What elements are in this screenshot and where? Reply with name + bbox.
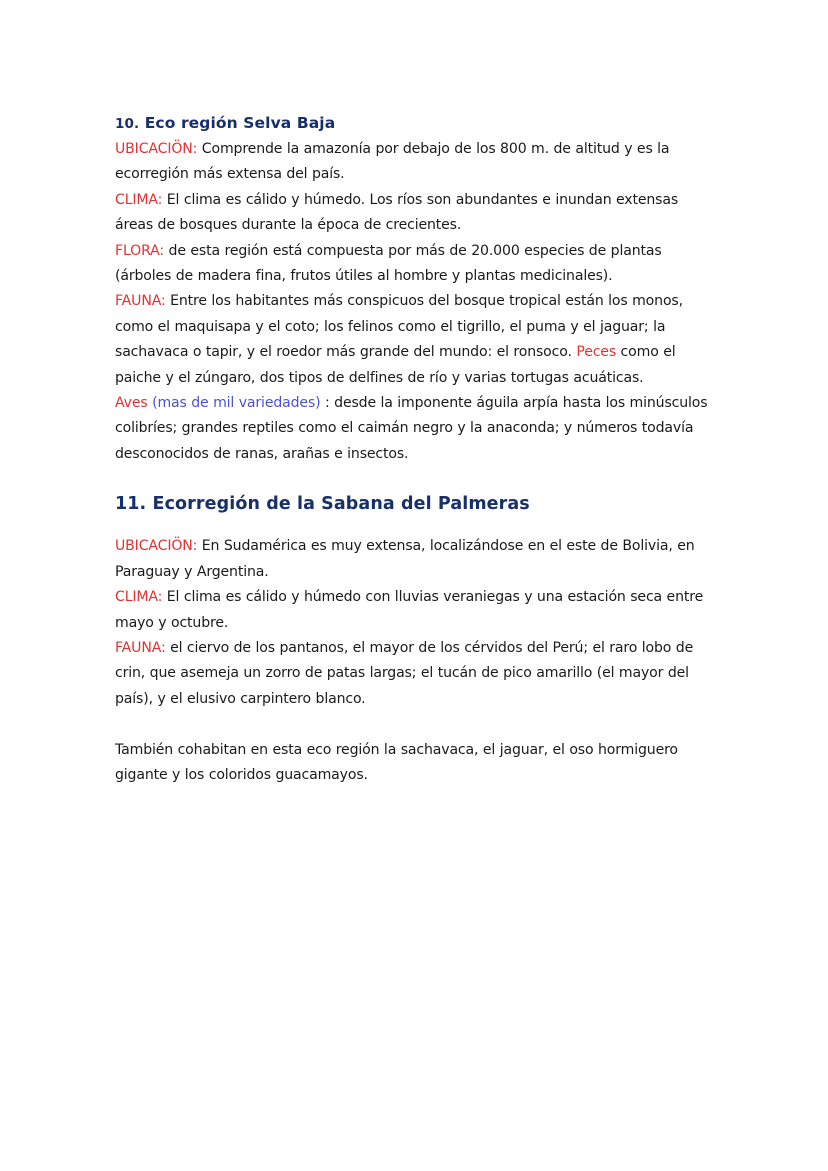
paragraph-fauna-11 [115,636,715,712]
label-fauna: FAUNA: [115,293,166,310]
label-flora: FLORA: [115,242,165,259]
label-fauna-11: FAUNA: [115,639,166,656]
paragraph-fauna-10 [115,289,715,391]
paragraph-ubicacion-11 [115,534,715,585]
text-clima-11: El clima es cálido y húmedo con lluvias veraniegas y una estación seca entre mayo y octubre. [115,589,704,631]
paragraph-closing-11: También cohabitan en esta eco región la sachavaca, el jaguar, el oso hormiguero gigante y los coloridos guacamayos. [115,741,678,783]
text-fauna-11: el ciervo de los pantanos, el mayor de los cérvidos del Perú; el raro lobo de crin, que asemeja un zorro de patas largas; el tucán de pico amarillo (el mayor del país), y el elusivo carpintero blanco. [115,639,694,707]
text-clima-10: El clima es cálido y húmedo. Los ríos son abundantes e inundan extensas áreas de bosques durante la época de crecientes. [115,191,679,234]
paragraph-aves-10 [115,391,715,467]
highlight-peces: Peces [576,344,617,361]
label-aves: Aves [115,395,148,412]
paragraph-flora-10 [115,239,715,290]
label-clima: CLIMA: [115,191,163,208]
paragraph-clima-11 [115,585,715,636]
closing-paragraph-spacer [115,712,715,737]
document-content [115,112,715,788]
section-heading-10 [115,112,715,135]
section-number-10: 10. [115,116,140,132]
paragraph-ubicacion-10 [115,137,715,188]
paragraph-clima-10 [115,188,715,239]
text-flora-10: de esta región está compuesta por más de 20.000 especies de plantas (árboles de madera fina, frutos útiles al hombre y plantas medicinales). [115,242,662,285]
section-number-11: 11. [115,494,147,515]
text-fauna-10-part1: Entre los habitantes más conspicuos del bosque tropical están los monos, como el maquisapa y el coto; los felinos como el tigrillo, el puma y el jaguar; la sachavaca o tapir, y el roedor más grande del mundo: el ronsoco. [115,293,683,361]
heading-11-spacer [115,521,715,534]
text-ubicacion-11: En Sudamérica es muy extensa, localizándose en el este de Bolivia, en Paraguay y Argentina. [115,538,695,580]
text-ubicacion-10: Comprende la amazonía por debajo de los 800 m. de altitud y es la ecorregión más extensa del país. [115,141,670,183]
section-title-11: Ecorregión de la Sabana del Palmeras [152,494,530,515]
aves-varieties-note: (mas de mil variedades) [147,395,321,412]
label-ubicacion: UBICACIÖN: [115,141,198,157]
label-clima-11: CLIMA: [115,589,163,606]
text-aves-10: : desde la imponente águila arpía hasta los minúsculos colibríes; grandes reptiles como el caimán negro y la anaconda; y números todavía desconocidos de ranas, arañas e insectos. [115,395,708,462]
section-title-10: Eco región Selva Baja [144,114,336,132]
label-ubicacion-11: UBICACIÖN: [115,538,198,555]
section-heading-11 [115,491,715,517]
text-fauna-10-part2: como el paiche y el zúngaro, dos tipos de delfines de río y varias tortugas acuáticas. [115,344,676,386]
